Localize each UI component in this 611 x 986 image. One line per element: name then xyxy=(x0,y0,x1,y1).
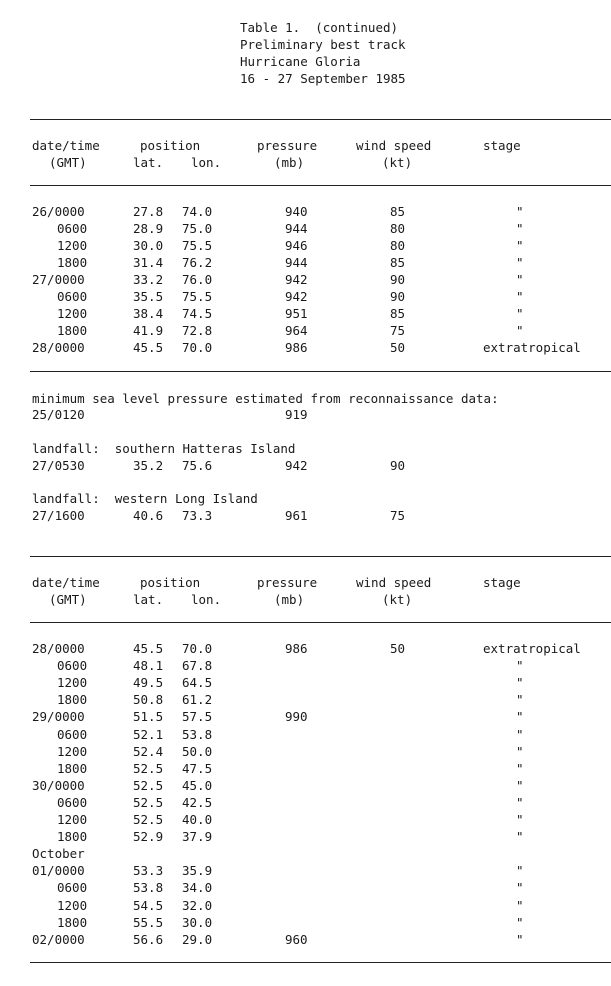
cell-lat: 55.5 xyxy=(133,914,164,930)
table-row xyxy=(0,811,611,828)
cell-stage: " xyxy=(516,897,524,913)
cell-lon: 75.5 xyxy=(182,238,213,253)
header-kt: (kt) xyxy=(382,592,413,607)
cell-stage: " xyxy=(516,829,524,845)
table-row xyxy=(0,879,611,896)
cell-date-time: 1800 xyxy=(57,760,88,776)
table-row xyxy=(0,897,611,914)
cell-stage: " xyxy=(516,204,524,219)
cell-lon: 61.2 xyxy=(182,692,213,708)
cell-lon: 50.0 xyxy=(182,743,213,759)
header-gmt: (GMT) xyxy=(49,592,87,607)
table-row xyxy=(0,288,611,305)
cell-lon: 42.5 xyxy=(182,794,213,810)
date-range: 16 - 27 September 1985 xyxy=(240,71,406,86)
header-position: position xyxy=(140,138,201,153)
table-row xyxy=(0,726,611,743)
cell-lon: 64.5 xyxy=(182,675,213,691)
table-row xyxy=(0,931,611,948)
cell-date-time: 29/0000 xyxy=(32,709,85,725)
cell-lat: 28.9 xyxy=(133,221,164,236)
rule-mid-3 xyxy=(30,622,611,623)
cell-stage: " xyxy=(516,221,524,236)
cell-lat: 52.1 xyxy=(133,726,164,742)
header-mb: (mb) xyxy=(274,592,305,607)
cell-stage: " xyxy=(516,777,524,793)
rule-mid-2 xyxy=(30,556,611,557)
cell-date-time: 1200 xyxy=(57,743,88,759)
cell-lon: 70.0 xyxy=(182,641,213,656)
cell-stage: " xyxy=(516,931,524,947)
cell-date-time: 1200 xyxy=(57,306,88,321)
table-row xyxy=(0,794,611,811)
cell-pressure: 942 xyxy=(285,272,308,287)
cell-date-time: 28/0000 xyxy=(32,641,85,656)
table-row xyxy=(0,760,611,777)
cell-wind-speed: 90 xyxy=(390,272,406,287)
cell-stage: " xyxy=(516,289,524,304)
table-subtitle: Preliminary best track xyxy=(240,37,406,52)
landfall-2-lon: 73.3 xyxy=(182,508,213,523)
cell-date-time: 1800 xyxy=(57,914,88,930)
cell-date-time: 0600 xyxy=(57,289,88,304)
cell-stage: extratropical xyxy=(483,641,581,656)
landfall-2-label: landfall: western Long Island xyxy=(32,491,258,506)
rule-mid-1 xyxy=(30,371,611,372)
landfall-1-lon: 75.6 xyxy=(182,458,213,473)
cell-lat: 52.5 xyxy=(133,812,164,827)
table-row xyxy=(0,743,611,760)
cell-pressure: 986 xyxy=(285,340,308,355)
cell-lat: 52.5 xyxy=(133,794,164,810)
cell-date-time: 0600 xyxy=(57,726,88,742)
header-gmt: (GMT) xyxy=(49,155,87,170)
table-row xyxy=(0,305,611,322)
cell-lat: 45.5 xyxy=(133,340,164,355)
cell-stage: extratropical xyxy=(483,340,581,355)
min-pressure-value: 919 xyxy=(285,407,308,422)
rule-bottom xyxy=(30,962,611,963)
cell-lat: 48.1 xyxy=(133,658,164,674)
cell-date-time: 1200 xyxy=(57,238,88,253)
cell-date-time: 28/0000 xyxy=(32,340,85,355)
landfall-1-wind: 90 xyxy=(390,458,406,473)
cell-stage: " xyxy=(516,760,524,776)
cell-stage: " xyxy=(516,658,524,674)
cell-lon: 29.0 xyxy=(182,931,213,947)
cell-lon: 75.0 xyxy=(182,221,213,236)
cell-wind-speed: 50 xyxy=(390,641,406,656)
cell-lon: 75.5 xyxy=(182,289,213,304)
min-pressure-label: minimum sea level pressure estimated from reconnaissance data: xyxy=(32,391,499,406)
header-date-time: date/time xyxy=(32,138,100,153)
header-stage: stage xyxy=(483,575,521,590)
landfall-1-lat: 35.2 xyxy=(133,458,164,473)
header-lon: lon. xyxy=(191,592,222,607)
cell-lon: 74.5 xyxy=(182,306,213,321)
cell-stage: " xyxy=(516,812,524,827)
table-row xyxy=(0,640,611,657)
cell-lon: 47.5 xyxy=(182,760,213,776)
rule-top-1 xyxy=(30,119,611,120)
cell-lat: 54.5 xyxy=(133,897,164,913)
table-row xyxy=(0,220,611,237)
table-row xyxy=(0,845,611,862)
cell-date-time: 1200 xyxy=(57,897,88,913)
cell-wind-speed: 90 xyxy=(390,289,406,304)
cell-lon: 70.0 xyxy=(182,340,213,355)
cell-date-time: 1800 xyxy=(57,323,88,338)
table-row xyxy=(0,237,611,254)
cell-stage: " xyxy=(516,272,524,287)
cell-wind-speed: 80 xyxy=(390,238,406,253)
cell-lat: 49.5 xyxy=(133,675,164,691)
cell-date-time: 0600 xyxy=(57,794,88,810)
cell-date-time: 1200 xyxy=(57,812,88,827)
cell-pressure: 946 xyxy=(285,238,308,253)
landfall-2-lat: 40.6 xyxy=(133,508,164,523)
landfall-2-wind: 75 xyxy=(390,508,406,523)
header-wind-speed: wind speed xyxy=(356,575,432,590)
cell-lat: 38.4 xyxy=(133,306,164,321)
cell-stage: " xyxy=(516,255,524,270)
table-row xyxy=(0,203,611,220)
cell-lat: 52.4 xyxy=(133,743,164,759)
cell-stage: " xyxy=(516,306,524,321)
header-wind-speed: wind speed xyxy=(356,138,432,153)
header-lat: lat. xyxy=(133,155,164,170)
cell-pressure: 990 xyxy=(285,709,308,725)
table-row xyxy=(0,777,611,794)
cell-date-time: 02/0000 xyxy=(32,931,85,947)
cell-pressure: 944 xyxy=(285,255,308,270)
cell-lat: 41.9 xyxy=(133,323,164,338)
cell-lon: 67.8 xyxy=(182,658,213,674)
cell-pressure: 960 xyxy=(285,931,308,947)
cell-lon: 76.2 xyxy=(182,255,213,270)
table-row xyxy=(0,674,611,691)
cell-lat: 45.5 xyxy=(133,641,164,656)
cell-lat: 52.5 xyxy=(133,760,164,776)
rule-top-2 xyxy=(30,185,611,186)
cell-lon: 76.0 xyxy=(182,272,213,287)
cell-lon: 45.0 xyxy=(182,777,213,793)
cell-date-time: 27/0000 xyxy=(32,272,85,287)
cell-stage: " xyxy=(516,323,524,338)
header-lat: lat. xyxy=(133,592,164,607)
cell-pressure: 942 xyxy=(285,289,308,304)
cell-date-time: 1800 xyxy=(57,829,88,845)
table-row xyxy=(0,708,611,725)
cell-stage: " xyxy=(516,238,524,253)
cell-lon: 34.0 xyxy=(182,880,213,896)
header-date-time: date/time xyxy=(32,575,100,590)
landfall-1-label: landfall: southern Hatteras Island xyxy=(32,441,296,456)
header-pressure: pressure xyxy=(257,138,318,153)
cell-lon: 74.0 xyxy=(182,204,213,219)
cell-date-time: 1800 xyxy=(57,692,88,708)
cell-date-time: 0600 xyxy=(57,880,88,896)
cell-lon: 57.5 xyxy=(182,709,213,725)
cell-pressure: 964 xyxy=(285,323,308,338)
header-pressure: pressure xyxy=(257,575,318,590)
cell-lat: 53.8 xyxy=(133,880,164,896)
cell-lon: 30.0 xyxy=(182,914,213,930)
cell-stage: " xyxy=(516,794,524,810)
cell-wind-speed: 85 xyxy=(390,204,406,219)
table-row xyxy=(0,271,611,288)
cell-lon: 32.0 xyxy=(182,897,213,913)
table-row xyxy=(0,862,611,879)
storm-name: Hurricane Gloria xyxy=(240,54,361,69)
cell-lon: 35.9 xyxy=(182,863,213,879)
table-row xyxy=(0,828,611,845)
landfall-1-date: 27/0530 xyxy=(32,458,85,473)
cell-lon: 53.8 xyxy=(182,726,213,742)
cell-lon: 40.0 xyxy=(182,812,213,827)
cell-lat: 52.9 xyxy=(133,829,164,845)
cell-wind-speed: 80 xyxy=(390,221,406,236)
table-row xyxy=(0,339,611,356)
cell-stage: " xyxy=(516,743,524,759)
cell-lat: 53.3 xyxy=(133,863,164,879)
cell-stage: " xyxy=(516,914,524,930)
cell-pressure: 944 xyxy=(285,221,308,236)
table-row xyxy=(0,691,611,708)
landfall-2-pressure: 961 xyxy=(285,508,308,523)
cell-lat: 56.6 xyxy=(133,931,164,947)
cell-wind-speed: 50 xyxy=(390,340,406,355)
cell-pressure: 986 xyxy=(285,641,308,656)
cell-pressure: 940 xyxy=(285,204,308,219)
header-mb: (mb) xyxy=(274,155,305,170)
cell-date-time: October xyxy=(32,846,85,862)
landfall-1-pressure: 942 xyxy=(285,458,308,473)
header-kt: (kt) xyxy=(382,155,413,170)
table-row xyxy=(0,657,611,674)
cell-date-time: 26/0000 xyxy=(32,204,85,219)
cell-stage: " xyxy=(516,726,524,742)
cell-lat: 31.4 xyxy=(133,255,164,270)
cell-lat: 52.5 xyxy=(133,777,164,793)
cell-date-time: 0600 xyxy=(57,221,88,236)
cell-date-time: 01/0000 xyxy=(32,863,85,879)
cell-wind-speed: 85 xyxy=(390,255,406,270)
cell-lat: 30.0 xyxy=(133,238,164,253)
cell-lat: 50.8 xyxy=(133,692,164,708)
table-row xyxy=(0,322,611,339)
cell-date-time: 30/0000 xyxy=(32,777,85,793)
cell-lat: 33.2 xyxy=(133,272,164,287)
table-row xyxy=(0,914,611,931)
cell-wind-speed: 85 xyxy=(390,306,406,321)
cell-date-time: 1200 xyxy=(57,675,88,691)
cell-stage: " xyxy=(516,863,524,879)
header-position: position xyxy=(140,575,201,590)
cell-lon: 72.8 xyxy=(182,323,213,338)
cell-date-time: 0600 xyxy=(57,658,88,674)
cell-lat: 35.5 xyxy=(133,289,164,304)
cell-pressure: 951 xyxy=(285,306,308,321)
header-stage: stage xyxy=(483,138,521,153)
table-row xyxy=(0,254,611,271)
cell-stage: " xyxy=(516,709,524,725)
cell-date-time: 1800 xyxy=(57,255,88,270)
cell-lat: 51.5 xyxy=(133,709,164,725)
cell-wind-speed: 75 xyxy=(390,323,406,338)
min-pressure-date: 25/0120 xyxy=(32,407,85,422)
landfall-2-date: 27/1600 xyxy=(32,508,85,523)
cell-lat: 27.8 xyxy=(133,204,164,219)
cell-stage: " xyxy=(516,675,524,691)
cell-stage: " xyxy=(516,880,524,896)
cell-lon: 37.9 xyxy=(182,829,213,845)
table-caption: Table 1. (continued) xyxy=(240,20,399,35)
cell-stage: " xyxy=(516,692,524,708)
header-lon: lon. xyxy=(191,155,222,170)
